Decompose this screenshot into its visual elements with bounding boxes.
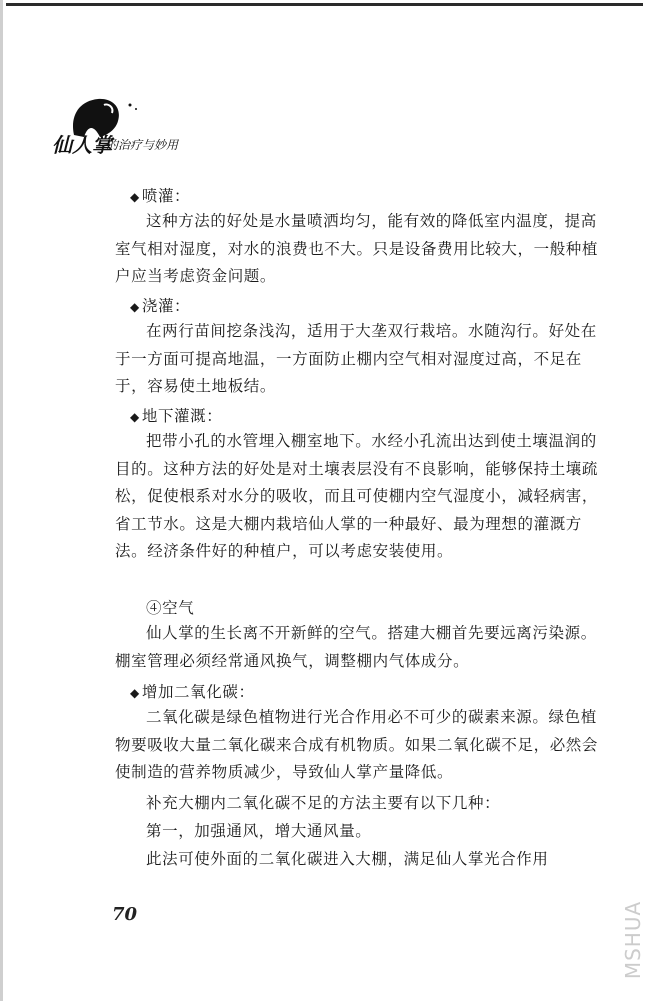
logo-title: 仙人掌	[52, 133, 112, 157]
paragraph-co2: 二氧化碳是绿色植物进行光合作用必不可少的碳素来源。绿色植物要吸收大量二氧化碳来合成有机物质。如果二氧化碳不足，必然会使制造的营养物质减少，导致仙人掌产量降低。	[115, 708, 599, 781]
section-heading-air: ④空气	[146, 599, 195, 617]
section-heading-underground: ◆ 地下灌溉：	[130, 407, 223, 425]
diamond-bullet-icon: ◆	[130, 300, 140, 314]
section-heading-furrow: ◆ 浇灌：	[130, 297, 191, 315]
top-rule	[6, 3, 643, 6]
diamond-bullet-icon: ◆	[130, 190, 140, 204]
paragraph-air: 仙人掌的生长离不开新鲜的空气。搭建大棚首先要远离污染源。棚室管理必须经常通风换气，调整棚内气体成分。	[115, 624, 597, 670]
diamond-bullet-icon: ◆	[130, 686, 140, 700]
page-left-edge	[0, 0, 3, 1001]
paragraph-furrow: 在两行苗间挖条浅沟，适用于大垄双行栽培。水随沟行。好处在于一方面可提高地温，一方面防止棚内空气相对湿度过高，不足在于，容易使土地板结。	[115, 322, 597, 395]
paragraph-co2-methods-intro: 补充大棚内二氧化碳不足的方法主要有以下几种：	[146, 794, 501, 812]
watermark: MSHUA	[621, 900, 645, 980]
paragraph-spray: 这种方法的好处是水量喷洒均匀，能有效的降低室内温度，提高室气相对湿度，对水的浪费也不大。只是设备费用比较大，一般种植户应当考虑资金问题。	[115, 212, 599, 285]
paragraph-underground: 把带小孔的水管埋入棚室地下。水经小孔流出达到使土壤温润的目的。这种方法的好处是对土壤表层没有不良影响，能够保持土壤疏松，促使根系对水分的吸收，而且可使棚内空气湿度小，减轻病害，省工节水。这是大棚内栽培仙人掌的一种最好、最为理想的灌溉方法。经济条件好的种植户，可以考虑安装使用。	[115, 432, 599, 560]
book-logo	[40, 95, 240, 165]
paragraph-co2-method-1: 第一，加强通风，增大通风量。	[146, 822, 372, 840]
section-heading-spray: ◆ 喷灌：	[130, 187, 191, 205]
page-number: 70	[112, 904, 138, 925]
diamond-bullet-icon: ◆	[130, 410, 140, 424]
paragraph-co2-method-1-detail: 此法可使外面的二氧化碳进入大棚，满足仙人掌光合作用	[146, 850, 549, 868]
section-heading-co2: ◆ 增加二氧化碳：	[130, 683, 255, 701]
logo-subtitle: 的治疗与妙用	[106, 138, 179, 152]
